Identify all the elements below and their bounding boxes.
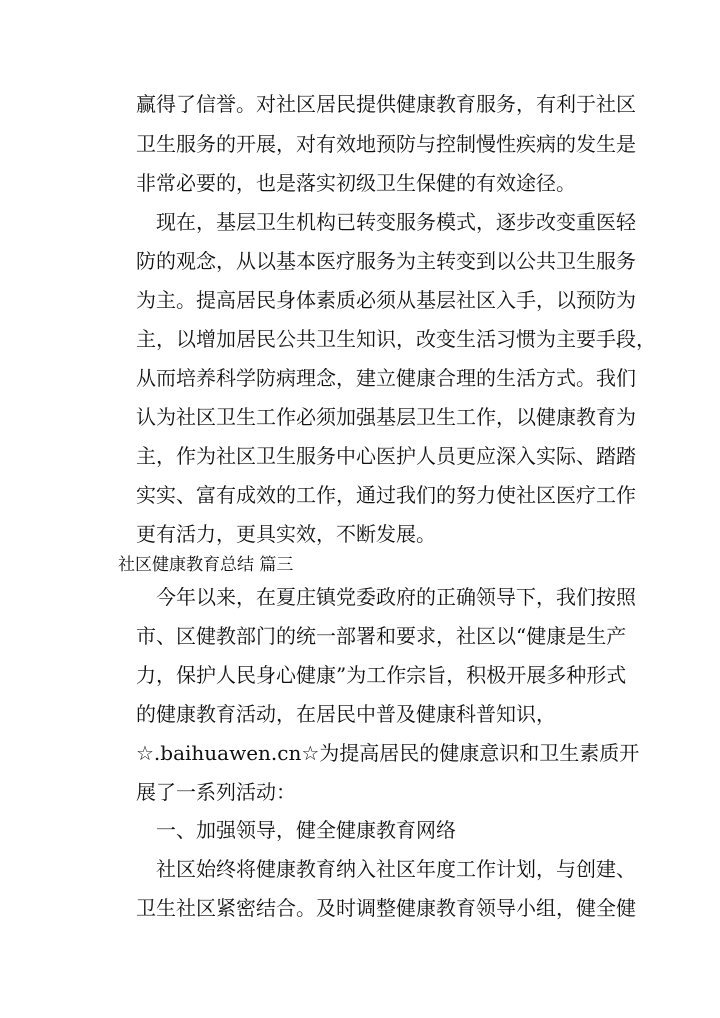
text-line: 从而培养科学防病理念，建立健康合理的生活方式。我们: [136, 366, 636, 390]
text-line: ☆.baihuawen.cn☆为提高居民的健康意识和卫生素质开: [136, 741, 640, 765]
section-heading: 社区健康教育总结 篇三: [118, 555, 294, 575]
text-line: 主，作为社区卫生服务中心医护人员更应深入实际、踏踏: [136, 444, 636, 468]
paragraph-first-line: 今年以来，在夏庄镇党委政府的正确领导下，我们按照: [156, 585, 636, 609]
text-line: 实实、富有成效的工作，通过我们的努力使社区医疗工作: [136, 483, 636, 507]
text-line: 卫生服务的开展，对有效地预防与控制慢性疾病的发生是: [136, 132, 636, 156]
text-line: 更有活力，更具实效，不断发展。: [136, 522, 436, 546]
text-line: 主，以增加居民公共卫生知识，改变生活习惯为主要手段，: [136, 327, 656, 351]
subsection-heading: 一、加强领导，健全健康教育网络: [156, 818, 456, 842]
text-line: 卫生社区紧密结合。及时调整健康教育领导小组，健全健: [136, 896, 636, 920]
text-line: 的健康教育活动，在居民中普及健康科普知识，: [136, 702, 556, 726]
paragraph-first-line: 社区始终将健康教育纳入社区年度工作计划，与创建、: [156, 857, 636, 881]
text-line: 展了一系列活动：: [136, 780, 296, 804]
text-line: 防的观念，从以基本医疗服务为主转变到以公共卫生服务: [136, 249, 636, 273]
text-line: 力，保护人民身心健康”为工作宗旨，积极开展多种形式: [136, 663, 627, 687]
text-line: 非常必要的，也是落实初级卫生保健的有效途径。: [136, 171, 576, 195]
text-line: 赢得了信誉。对社区居民提供健康教育服务，有利于社区: [136, 92, 636, 116]
text-line: 为主。提高居民身体素质必须从基层社区入手，以预防为: [136, 288, 636, 312]
paragraph-first-line: 现在，基层卫生机构已转变服务模式，逐步改变重医轻: [156, 210, 636, 234]
text-line: 市、区健教部门的统一部署和要求，社区以“健康是生产: [136, 624, 627, 648]
text-line: 认为社区卫生工作必须加强基层卫生工作，以健康教育为: [136, 405, 636, 429]
